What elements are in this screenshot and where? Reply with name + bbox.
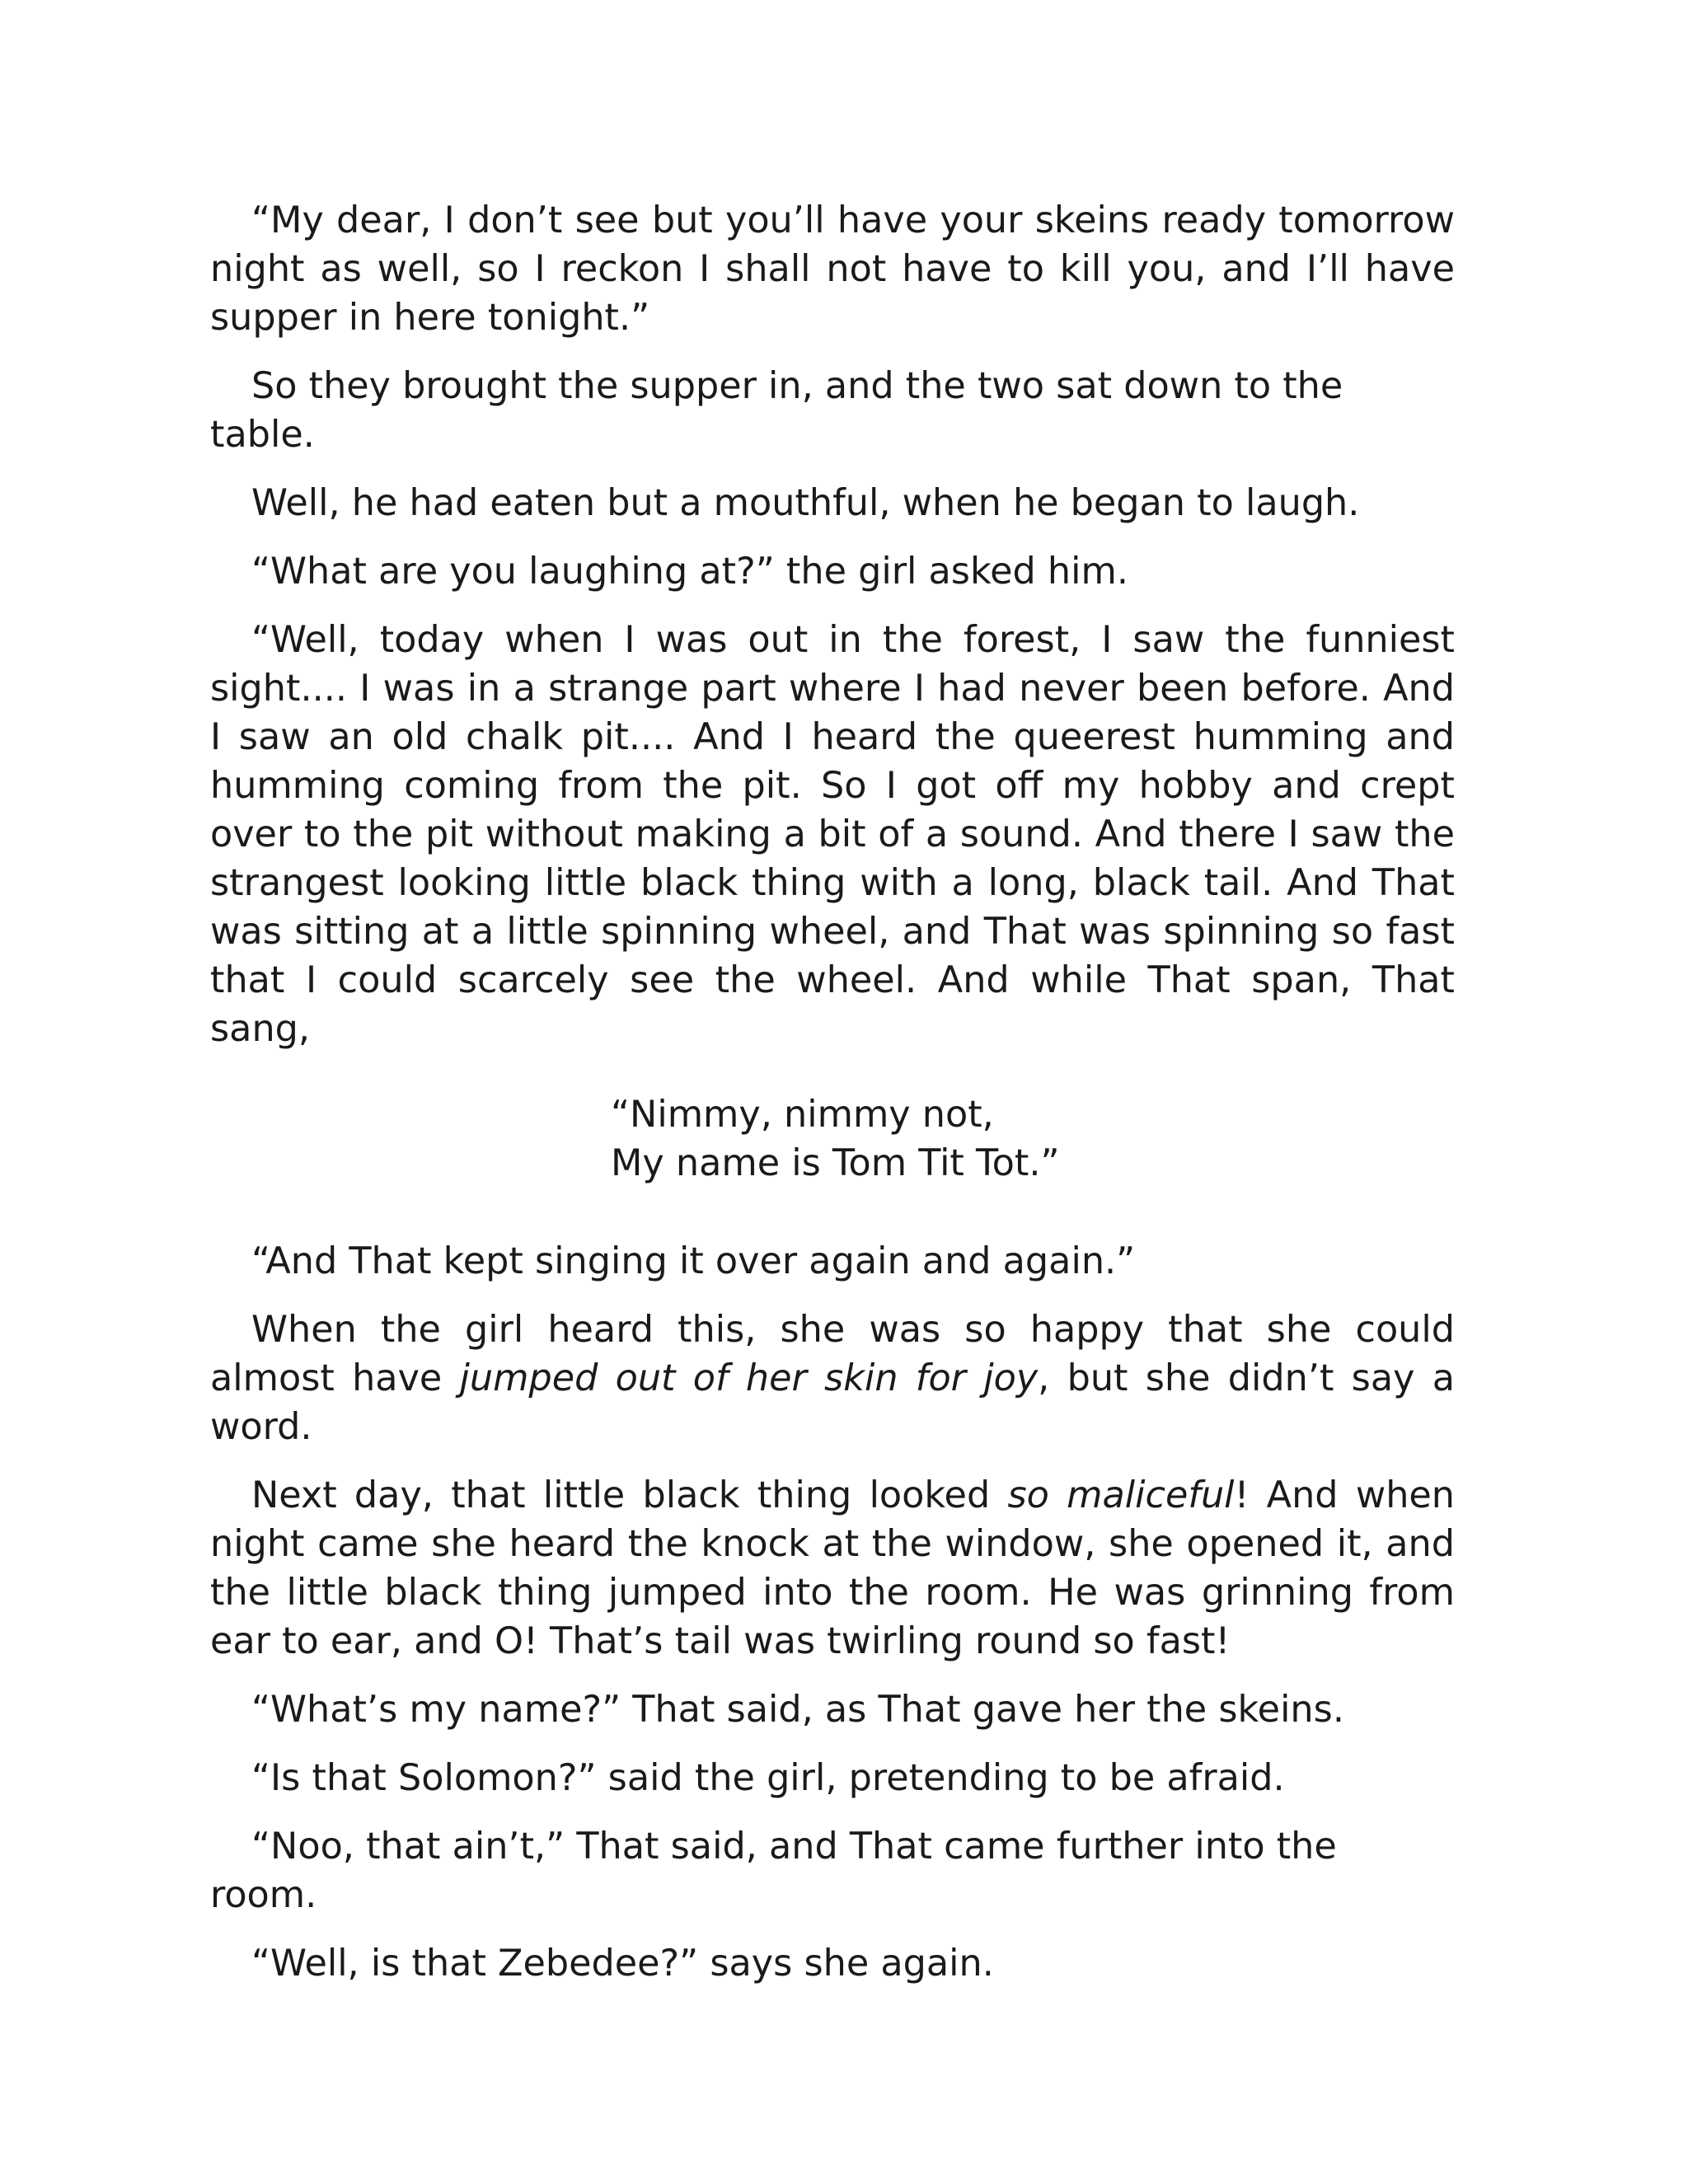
- paragraph-7: [210, 1305, 1455, 1451]
- paragraph-11: “Noo, that ain’t,” That said, and That came further into the room.: [210, 1825, 1337, 1916]
- paragraph-10: “Is that Solomon?” said the girl, pretending to be afraid.: [251, 1757, 1285, 1799]
- page-body: [210, 196, 1455, 2008]
- paragraph-8: [210, 1471, 1455, 1666]
- verse-line-2: My name is Tom Tit Tot.”: [611, 1142, 1060, 1184]
- paragraph-4: “What are you laughing at?” the girl asked him.: [251, 551, 1128, 593]
- paragraph-2: So they brought the supper in, and the two sat down to the table.: [210, 365, 1343, 456]
- paragraph-8-text-a: Next day, that little black thing looked: [251, 1474, 1008, 1516]
- verse-block: [210, 1090, 1455, 1188]
- paragraph-8-italic: so maliceful: [1007, 1474, 1235, 1516]
- paragraph-7-text-a: When the girl heard this, she was so happy that she could almost have: [210, 1309, 1455, 1399]
- paragraph-8-text-b: ! And when night came she heard the knock at the window, she opened it, and the little black thing jumped into the room. He was grinning from ear to ear, and O! That’s tail was twirling round so fast!: [210, 1474, 1456, 1662]
- paragraph-7-italic: jumped out of her skin for joy: [459, 1357, 1039, 1399]
- paragraph-3: Well, he had eaten but a mouthful, when he began to laugh.: [251, 482, 1360, 524]
- paragraph-7-text-b: , but she didn’t say a word.: [210, 1357, 1455, 1448]
- paragraph-5: “Well, today when I was out in the forest, I saw the funniest sight.... I was in a strange part where I had never been before. And I saw an old chalk pit.... And I heard the queerest humming and humming coming from the pit. So I got off my hobby and crept over to the pit without making a bit of a sound. And there I saw the strangest looking little black thing with a long, black tail. And That was sitting at a little spinning wheel, and That was spinning so fast that I could scarcely see the wheel. And while That span, That sang,: [210, 619, 1455, 1050]
- verse-line-1: “Nimmy, nimmy not,: [611, 1094, 994, 1136]
- paragraph-9: “What’s my name?” That said, as That gave her the skeins.: [251, 1689, 1344, 1731]
- paragraph-1: “My dear, I don’t see but you’ll have your skeins ready tomorrow night as well, so I reckon I shall not have to kill you, and I’ll have supper in here tonight.”: [210, 199, 1455, 339]
- paragraph-6: “And That kept singing it over again and again.”: [251, 1240, 1136, 1282]
- paragraph-12: “Well, is that Zebedee?” says she again.: [251, 1943, 994, 1985]
